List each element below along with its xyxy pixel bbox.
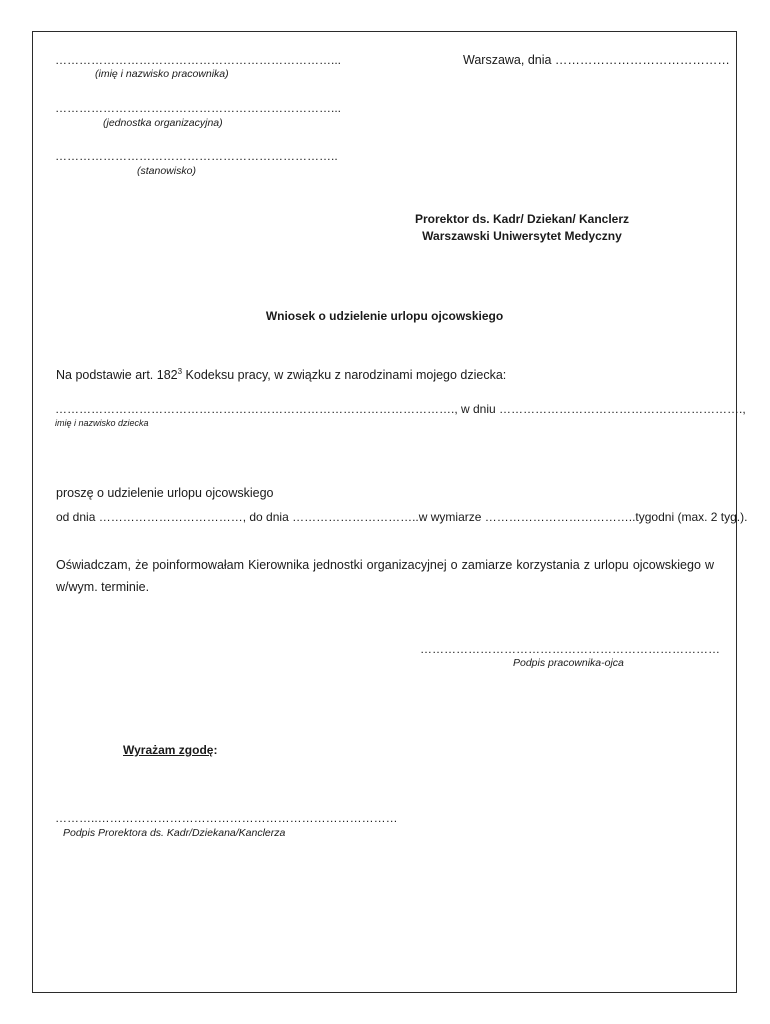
leave-period-field: od dnia ………………………………, do dnia …………………………..w wymiarze ………………………………..tygodni (max. 2 tyg.). — [56, 510, 748, 524]
position-caption: (stanowisko) — [137, 165, 196, 177]
consent-label: Wyrażam zgodę: — [123, 743, 218, 757]
request-text: proszę o udzielenie urlopu ojcowskiego — [56, 486, 274, 500]
employee-name-caption: (imię i nazwisko pracownika) — [95, 68, 229, 80]
unit-caption: (jednostka organizacyjna) — [103, 117, 223, 129]
employee-signature-line: ………………………………………………………………… — [420, 642, 720, 656]
unit-field: ……………………………………………………………... — [55, 101, 342, 115]
addressee-line-1: Prorektor ds. Kadr/ Dziekan/ Kanclerz — [414, 212, 630, 226]
addressee-line-2: Warszawski Uniwersytet Medyczny — [422, 229, 622, 243]
approver-signature-line: ………..………………………………………………………………… — [55, 811, 398, 825]
declaration-text: Oświadczam, że poinformowałam Kierownika jednostki organizacyjnej o zamiarze korzystania z urlopu ojcowskiego w w/wym. terminie. — [56, 558, 714, 594]
child-name-date-field: ………………………………………………………………………………………., w dniu ……………………………………………………., — [55, 402, 746, 416]
document-title: Wniosek o udzielenie urlopu ojcowskiego — [265, 309, 504, 323]
position-field: …………………………………………………………….. — [55, 149, 338, 163]
approver-signature-caption: Podpis Prorektora ds. Kadr/Dziekana/Kanclerza — [63, 827, 286, 839]
employee-signature-caption: Podpis pracownika-ojca — [513, 657, 624, 669]
employee-name-field: ……………………………………………………………... — [55, 53, 342, 67]
place-date-field: Warszawa, dnia …………………………………… — [463, 53, 730, 67]
legal-basis-text: Na podstawie art. $182^3$ Kodeksu pracy, w związku z narodzinami mojego dziecka: — [56, 366, 507, 382]
child-name-caption: imię i nazwisko dziecka — [55, 418, 149, 428]
